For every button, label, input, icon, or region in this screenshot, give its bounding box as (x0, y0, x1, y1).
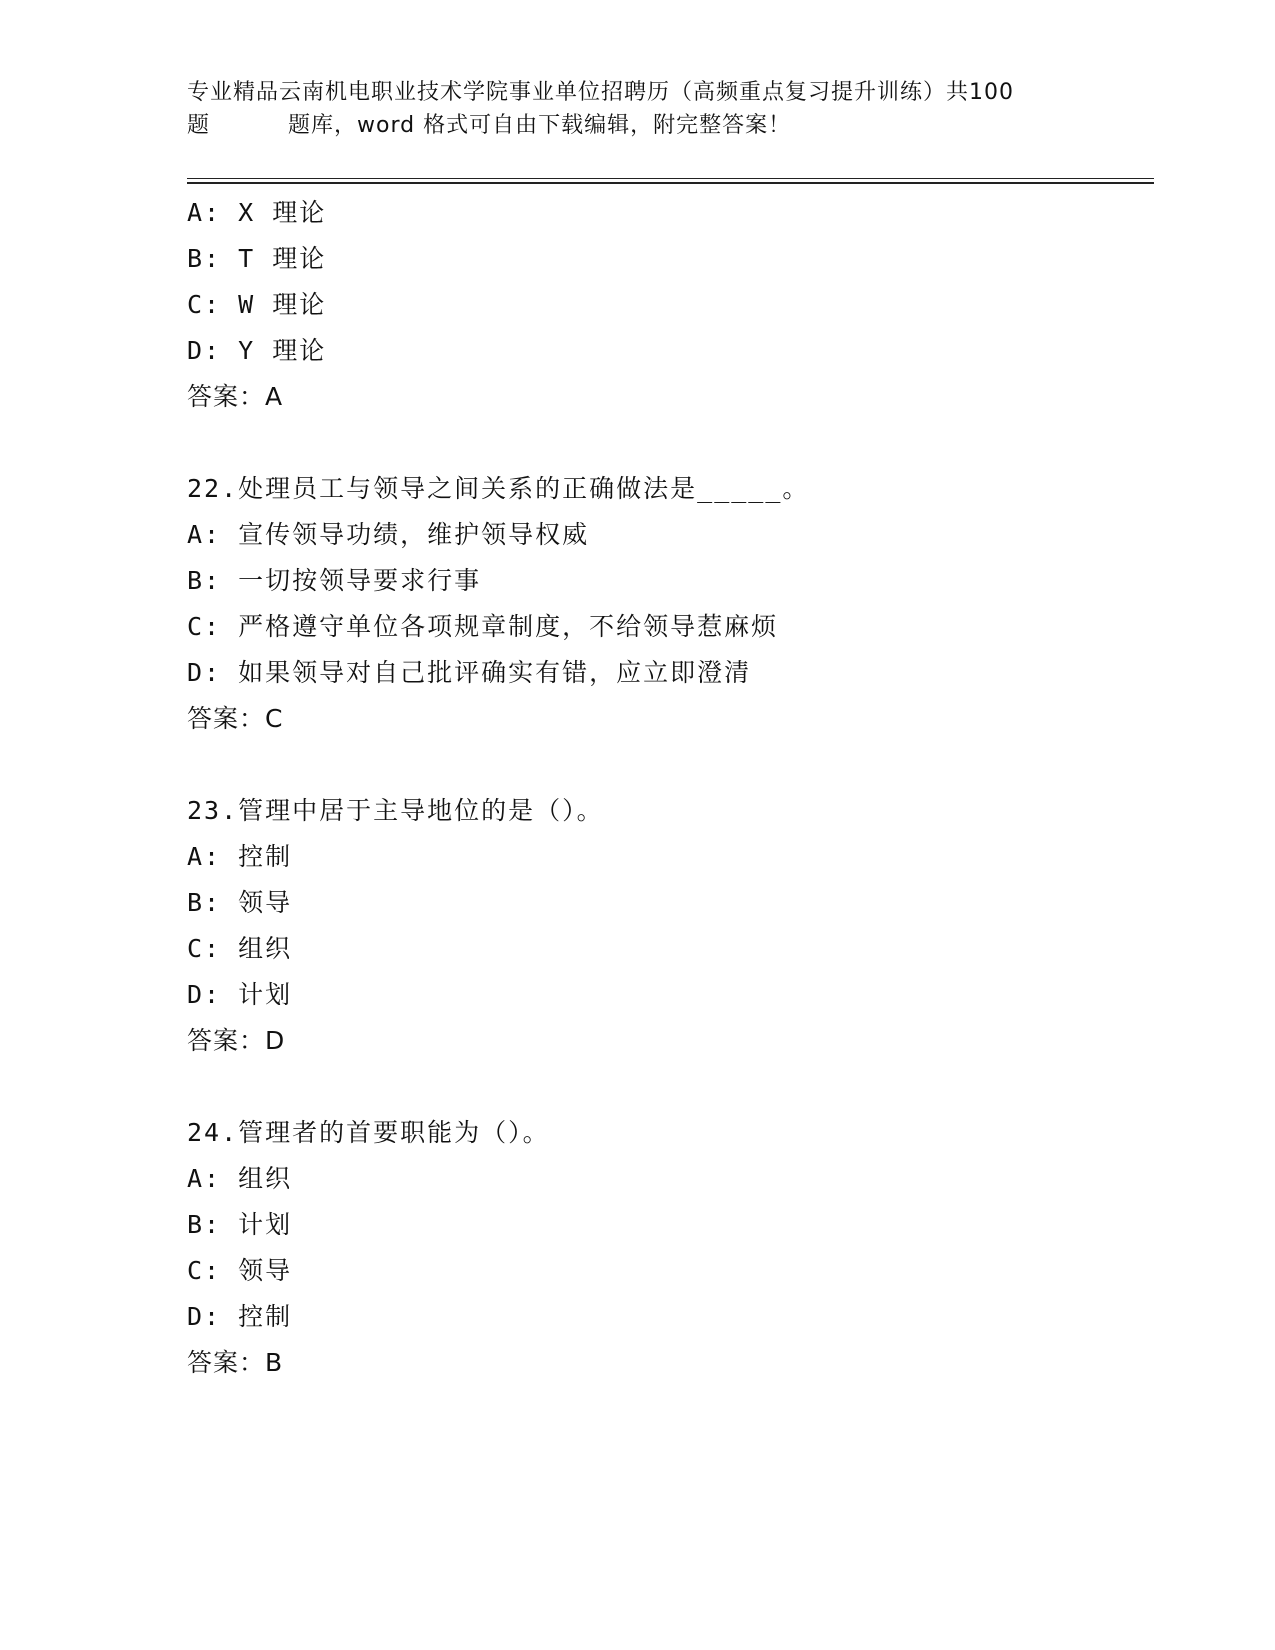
option-d: D: 控制 (187, 1302, 293, 1331)
option-b: B: 一切按领导要求行事 (187, 566, 482, 595)
option-d: D: 计划 (187, 980, 293, 1009)
option-a: A: 控制 (187, 842, 293, 871)
option-b: B: 计划 (187, 1210, 293, 1239)
header-line2-right: 题库，word 格式可自由下载编辑，附完整答案！ (288, 113, 792, 138)
option-c: C: 严格遵守单位各项规章制度，不给领导惹麻烦 (187, 612, 779, 641)
question-block-23 (187, 788, 1147, 1064)
question-block-24 (187, 1110, 1147, 1386)
question-block-22 (187, 466, 1147, 742)
answer-line: 答案：A (187, 382, 284, 411)
answer-line: 答案：D (187, 1026, 286, 1055)
question-stem: 24.管理者的首要职能为（）。 (187, 1118, 550, 1147)
question-stem: 23.管理中居于主导地位的是（）。 (187, 796, 604, 825)
option-a: A: 宣传领导功绩，维护领导权威 (187, 520, 590, 549)
question-stem: 22.处理员工与领导之间关系的正确做法是_____。 (187, 474, 810, 503)
option-c: C: 领导 (187, 1256, 293, 1285)
option-c: C: W 理论 (187, 290, 327, 319)
header-title-line1: 专业精品云南机电职业技术学院事业单位招聘历（高频重点复习提升训练）共100 (187, 80, 1014, 105)
option-d: D: Y 理论 (187, 336, 327, 365)
option-b: B: T 理论 (187, 244, 327, 273)
option-c: C: 组织 (187, 934, 293, 963)
option-b: B: 领导 (187, 888, 293, 917)
header-divider-thin (187, 178, 1154, 179)
answer-line: 答案：B (187, 1348, 284, 1377)
question-block-previous (187, 190, 1147, 420)
header-line2-left: 题 (187, 113, 211, 138)
document-header (187, 76, 1087, 142)
header-divider-thick (187, 182, 1154, 184)
option-d: D: 如果领导对自己批评确实有错，应立即澄清 (187, 658, 752, 687)
header-title-line2 (187, 109, 1087, 142)
option-a: A: 组织 (187, 1164, 293, 1193)
question-list (187, 190, 1147, 1386)
answer-line: 答案：C (187, 704, 284, 733)
option-a: A: X 理论 (187, 198, 327, 227)
